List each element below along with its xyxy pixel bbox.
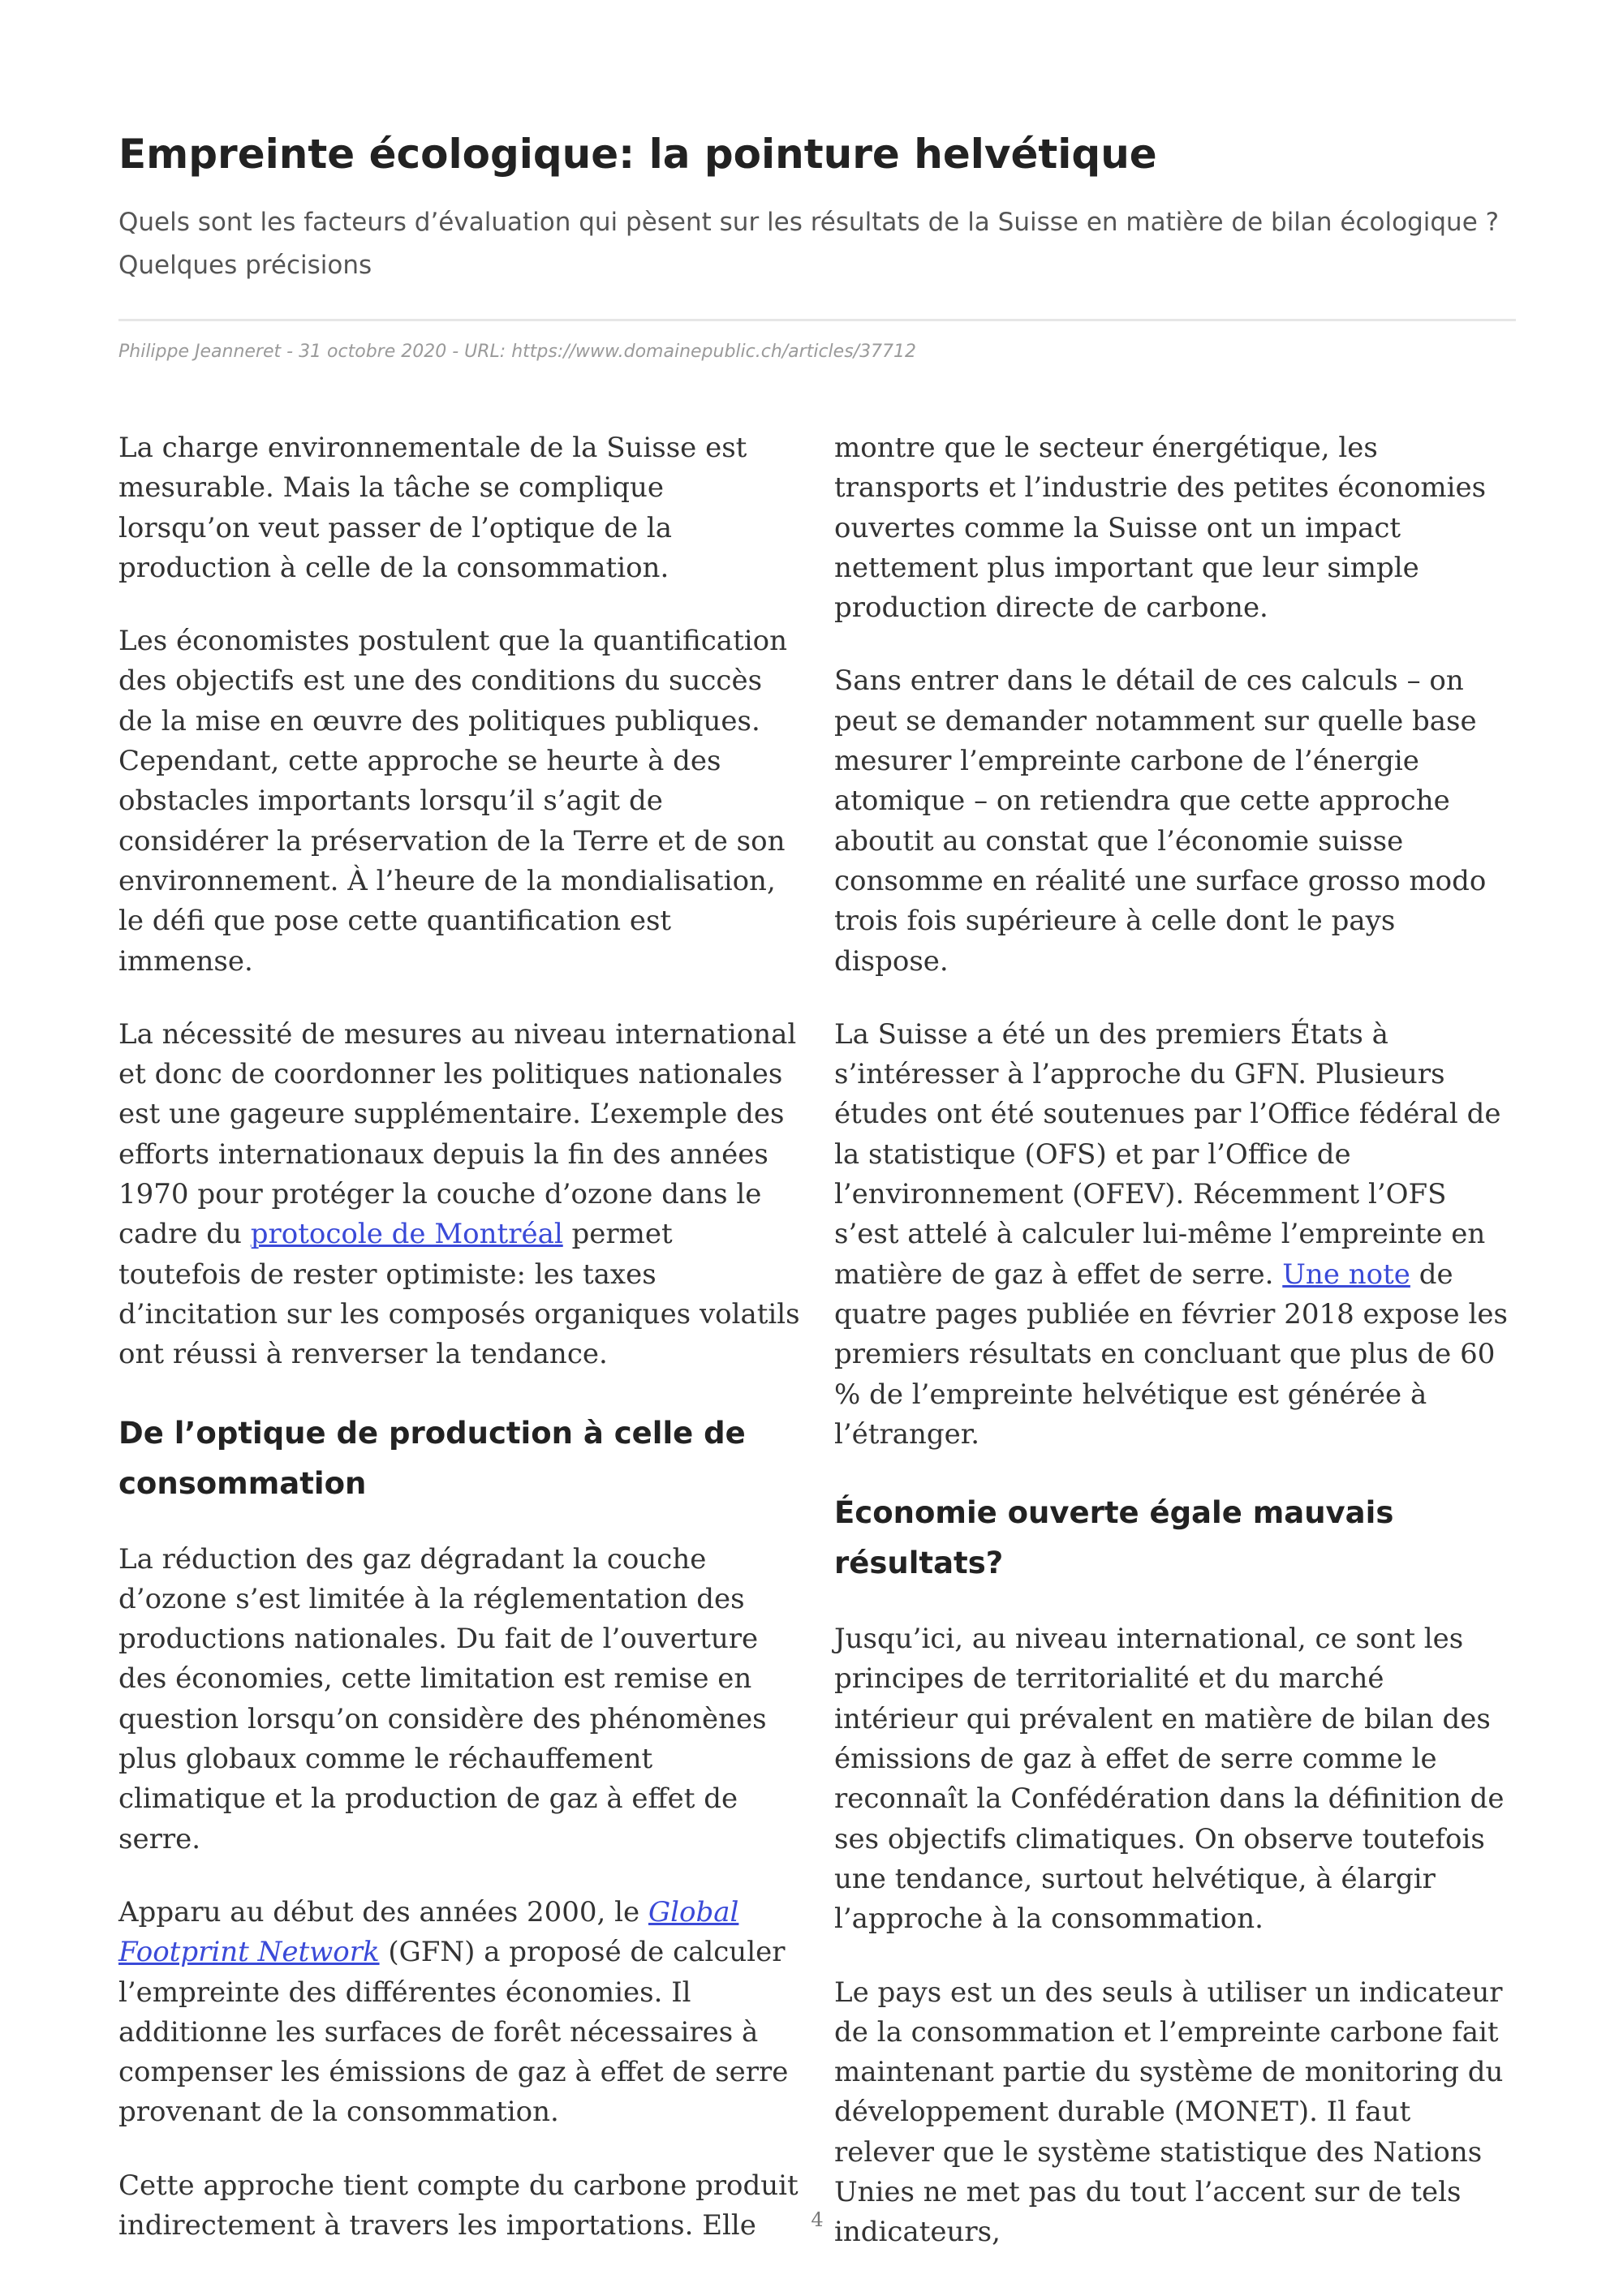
paragraph-8 <box>834 1015 1516 1455</box>
page-number: 4 <box>811 2208 824 2231</box>
une-note-link[interactable]: Une note <box>1282 1258 1410 1291</box>
document-page <box>118 0 1516 2296</box>
paragraph-1: La charge environnementale de la Suisse est mesurable. Mais la tâche se complique lorsqu’on veut passer de l’optique de la production à celle de la consommation. <box>118 432 747 584</box>
paragraph-3-text-b: permet toutefois de rester optimiste: les taxes d’incitation sur les composés organiques volatils ont réussi à renverser la tendance. <box>118 1218 800 1371</box>
column-right <box>834 428 1516 2286</box>
paragraph-5-text-a: Apparu au début des années 2000, le <box>118 1895 648 1928</box>
column-left <box>118 428 800 2279</box>
paragraph-6: Cette approche tient compte du carbone produit indirectement à travers les importations. Elle <box>118 2169 799 2242</box>
paragraph-2: Les économistes postulent que la quantification des objectifs est une des conditions du succès de la mise en œuvre des politiques publiques. Cependant, cette approche se heurte à des obstacles importants lorsqu’il s’agit de considérer la préservation de la Terre et de son environnement. À l’heure de la mondialisation, le défi que pose cette quantification est immense. <box>118 625 787 978</box>
montreal-protocol-link[interactable]: protocole de Montréal <box>250 1218 563 1251</box>
article-meta: Philippe Jeanneret - 31 octobre 2020 - URL: https://www.domainepublic.ch/articles/37712 <box>118 342 917 362</box>
paragraph-7: Sans entrer dans le détail de ces calculs – on peut se demander notamment sur quelle base mesurer l’empreinte carbone de l’énergie atomique – on retiendra que cette approche aboutit au constat que l’économie suisse consomme en réalité une surface grosso modo trois fois supérieure à celle dont le pays dispose. <box>834 664 1487 978</box>
paragraph-6-continued: montre que le secteur énergétique, les transports et l’industrie des petites économies ouvertes comme la Suisse ont un impact nettement plus important que leur simple production directe de carbone. <box>834 432 1487 625</box>
section-heading-open-economy: Économie ouverte égale mauvais résultats? <box>834 1495 1394 1581</box>
paragraph-4: La réduction des gaz dégradant la couche d’ozone s’est limitée à la réglementation des productions nationales. Du fait de l’ouverture des économies, cette limitation est remise en question lorsqu’on considère des phénomènes plus globaux comme le réchauffement climatique et la production de gaz à effet de serre. <box>118 1542 767 1855</box>
global-footprint-network-link[interactable]: Global Footprint Network <box>118 1895 739 1969</box>
paragraph-5 <box>118 1893 800 2133</box>
paragraph-3 <box>118 1015 800 1375</box>
section-heading-production: De l’optique de production à celle de consommation <box>118 1415 746 1501</box>
paragraph-10: Le pays est un des seuls à utiliser un indicateur de la consommation et l’empreinte carbone fait maintenant partie du système de monitoring du développement durable (MONET). Il faut relever que le système statistique des Nations Unies ne met pas du tout l’accent sur de tels indicateurs, <box>834 1976 1504 2249</box>
paragraph-5-text-b: (GFN) a proposé de calculer l’empreinte des différentes économies. Il additionne les surfaces de forêt nécessaires à compenser les émissions de gaz à effet de serre provenant de la consommation. <box>118 1936 789 2129</box>
header-divider <box>118 319 1516 321</box>
paragraph-9: Jusqu’ici, au niveau international, ce sont les principes de territorialité et du marché intérieur qui prévalent en matière de bilan des émissions de gaz à effet de serre comme le reconnaît la Confédération dans la définition de ses objectifs climatiques. On observe toutefois une tendance, surtout helvétique, à élargir l’approche à la consommation. <box>834 1623 1505 1936</box>
paragraph-8-text-b: de quatre pages publiée en février 2018 expose les premiers résultats en concluant que plus de 60 % de l’empreinte helvétique est générée à l’étranger. <box>834 1258 1508 1451</box>
paragraph-3-text-a: La nécessité de mesures au niveau international et donc de coordonner les politiques nationales est une gageure supplémentaire. L’exemple des efforts internationaux depuis la fin des années 1970 pour protéger la couche d’ozone dans le cadre du <box>118 1017 797 1251</box>
article-title: Empreinte écologique: la pointure helvétique <box>118 131 1157 178</box>
article-subtitle: Quels sont les facteurs d’évaluation qui pèsent sur les résultats de la Suisse en matière de bilan écologique ? Quelques précisions <box>118 208 1500 280</box>
paragraph-8-text-a: La Suisse a été un des premiers États à s’intéresser à l’approche du GFN. Plusieurs études ont été soutenues par l’Office fédéral de la statistique (OFS) et par l’Office de l’environnement (OFEV). Récemment l’OFS s’est attelé à calculer lui-même l’empreinte en matière de gaz à effet de serre. <box>834 1017 1501 1291</box>
